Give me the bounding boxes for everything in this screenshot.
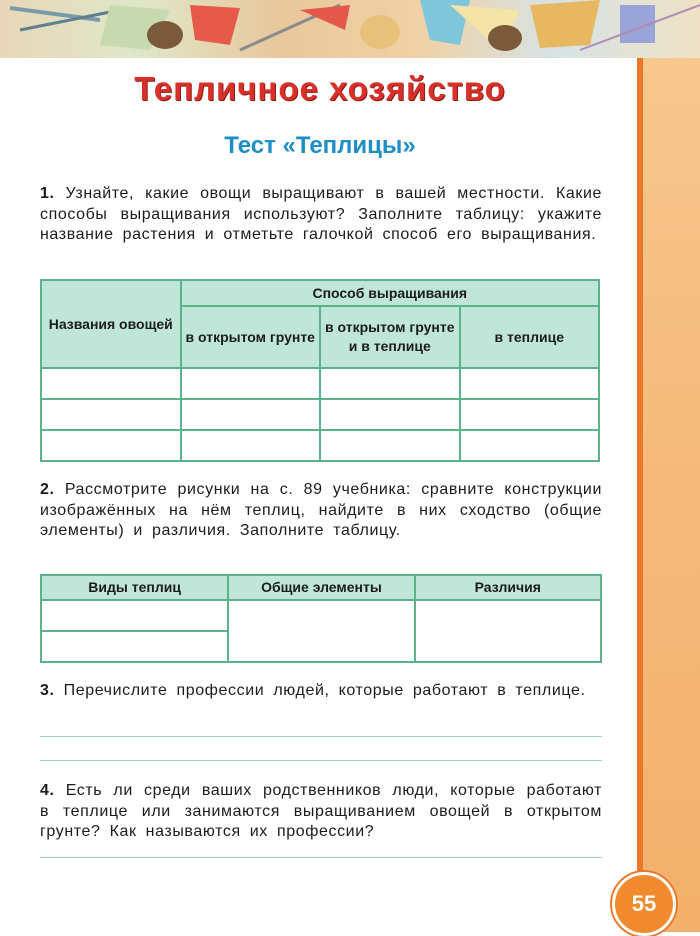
table-cell[interactable] xyxy=(41,399,181,430)
task-3-number: 3. xyxy=(40,682,55,699)
header-illustration xyxy=(0,0,700,58)
table-cell[interactable] xyxy=(460,430,599,461)
table-row xyxy=(41,600,601,631)
col-vegetable-names: Названия овощей xyxy=(41,280,181,368)
decorative-header-band xyxy=(0,0,700,58)
table-row xyxy=(41,368,599,399)
col-common-elements: Общие элементы xyxy=(228,575,414,600)
col-greenhouse-types: Виды теплиц xyxy=(41,575,228,600)
task-4-number: 4. xyxy=(40,782,55,799)
table-row xyxy=(41,399,599,430)
task-3-text: Перечислите профессии людей, которые работают в теплице. xyxy=(63,682,586,699)
task-4 xyxy=(40,781,602,843)
table-row xyxy=(41,430,599,461)
table-cell[interactable] xyxy=(41,368,181,399)
answer-line[interactable] xyxy=(40,857,602,858)
task-1-text: Узнайте, какие овощи выращивают в вашей местности. Какие способы выращивания используют? Заполните таблицу: укажите название растения и отметьте галочкой способ его выращивания. xyxy=(40,185,603,243)
margin-rule xyxy=(637,58,643,888)
task-3 xyxy=(40,681,602,702)
task-2 xyxy=(40,480,602,542)
col-open-ground: в открытом грунте xyxy=(181,306,321,368)
task-1-number: 1. xyxy=(40,185,55,202)
table-cell[interactable] xyxy=(41,600,228,631)
answer-line[interactable] xyxy=(40,760,602,761)
page-right-margin xyxy=(642,58,700,932)
table-cell[interactable] xyxy=(460,368,599,399)
col-group-growing-method: Способ выращивания xyxy=(181,280,600,306)
table-cell[interactable] xyxy=(41,631,228,662)
task-2-text: Рассмотрите рисунки на с. 89 учебника: сравните конструкции изображённых на нём теплиц, найдите в них сходство (общие элементы) и различия. Заполните таблицу. xyxy=(40,481,602,539)
table-cell[interactable] xyxy=(228,600,414,662)
table-cell[interactable] xyxy=(320,368,460,399)
col-differences: Различия xyxy=(415,575,601,600)
vegetables-table xyxy=(40,279,600,462)
page-number-badge: 55 xyxy=(612,872,676,936)
col-greenhouse: в теплице xyxy=(460,306,599,368)
table-cell[interactable] xyxy=(415,600,601,662)
table-cell[interactable] xyxy=(181,368,321,399)
table-cell[interactable] xyxy=(41,430,181,461)
task-1 xyxy=(40,184,602,246)
table-cell[interactable] xyxy=(181,399,321,430)
col-open-and-greenhouse: в открытом грунте и в теплице xyxy=(320,306,460,368)
answer-line[interactable] xyxy=(40,736,602,737)
page-subtitle: Тест «Теплицы» xyxy=(224,132,416,159)
table-cell[interactable] xyxy=(181,430,321,461)
task-2-number: 2. xyxy=(40,481,55,498)
table-cell[interactable] xyxy=(320,430,460,461)
table-cell[interactable] xyxy=(320,399,460,430)
table-cell[interactable] xyxy=(460,399,599,430)
greenhouse-types-table xyxy=(40,574,602,663)
page-title: Тепличное хозяйство xyxy=(134,70,506,107)
task-4-text: Есть ли среди ваших родственников люди, которые работают в теплице или занимаются выращиванием овощей в открытом грунте? Как называются их профессии? xyxy=(40,782,602,840)
